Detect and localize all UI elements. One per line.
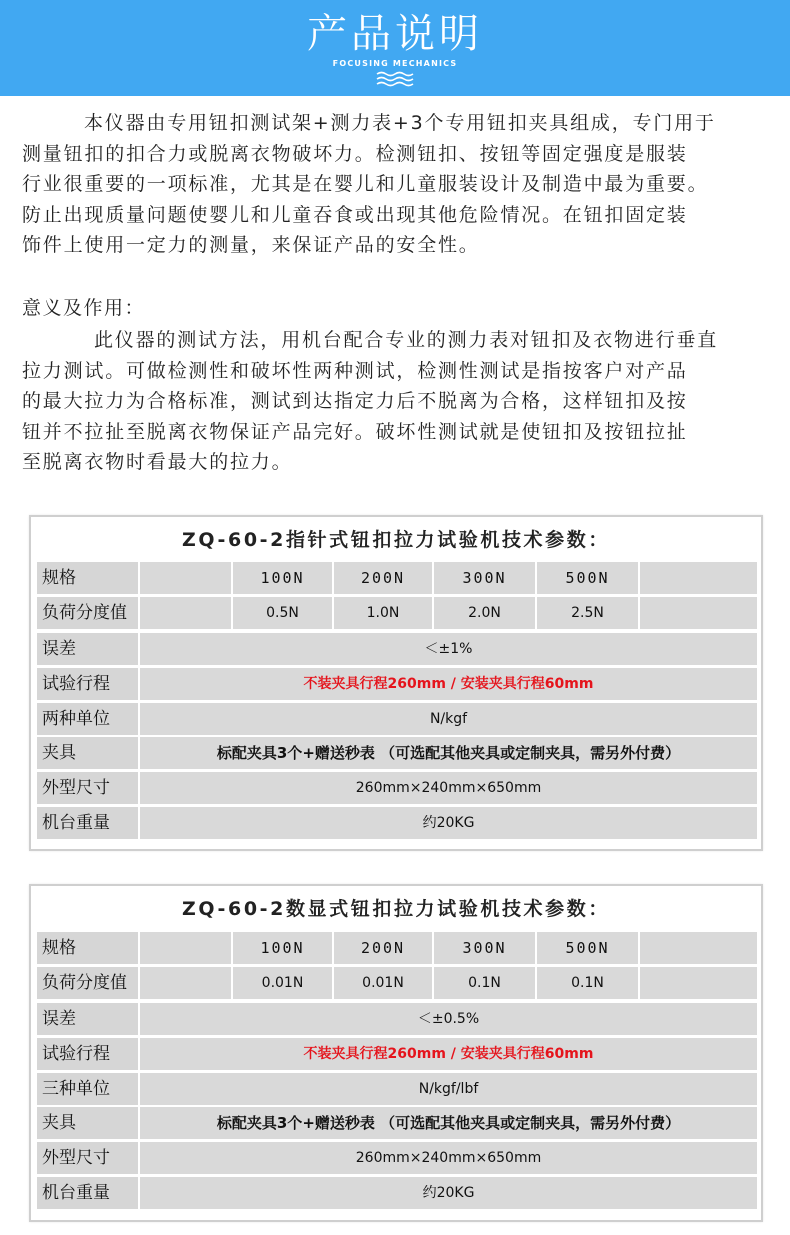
meaning-line: 钮并不拉扯至脱离衣物保证产品完好。破坏性测试就是使钮扣及按钮拉扯 bbox=[22, 420, 688, 443]
spec-row-model bbox=[37, 932, 757, 964]
page-title: 产品说明 bbox=[307, 11, 483, 57]
meaning-paragraph bbox=[22, 325, 782, 478]
weight-value: 约20KG bbox=[140, 1177, 757, 1209]
spec-table-title: ZQ-60-2指针式钮扣拉力试验机技术参数： bbox=[182, 529, 610, 551]
intro-line: 测量钮扣的扣合力或脱离衣物破坏力。检测钮扣、按钮等固定强度是服装 bbox=[22, 142, 688, 165]
spec-value: 100N bbox=[233, 562, 332, 594]
meaning-heading: 意义及作用： bbox=[22, 297, 146, 319]
resolution-value: 2.0N bbox=[434, 597, 535, 629]
spec-row-weight bbox=[37, 1177, 757, 1209]
spec-row-stroke bbox=[37, 668, 757, 700]
row-label: 外型尺寸 bbox=[37, 1142, 138, 1174]
spec-row-error bbox=[37, 633, 757, 665]
row-label: 夹具 bbox=[37, 1107, 138, 1139]
resolution-value: 0.01N bbox=[233, 967, 332, 999]
spec-value: 200N bbox=[334, 562, 432, 594]
spec-row-units bbox=[37, 1073, 757, 1105]
spec-value: 500N bbox=[537, 562, 638, 594]
fixture-value: 标配夹具3个+赠送秒表 （可选配其他夹具或定制夹具，需另外付费） bbox=[140, 1107, 757, 1139]
meaning-line: 的最大拉力为合格标准，测试到达指定力后不脱离为合格，这样钮扣及按 bbox=[22, 390, 688, 412]
empty-cell bbox=[640, 597, 757, 629]
empty-cell bbox=[640, 967, 757, 999]
row-label: 负荷分度值 bbox=[37, 967, 138, 999]
resolution-value: 0.1N bbox=[537, 967, 638, 999]
empty-cell bbox=[140, 562, 231, 594]
spec-row-weight bbox=[37, 807, 757, 839]
empty-cell bbox=[640, 932, 757, 964]
meaning-line: 此仪器的测试方法，用机台配合专业的测力表对钮扣及衣物进行垂直 bbox=[94, 329, 719, 351]
row-label: 误差 bbox=[37, 1003, 138, 1035]
wave-icon bbox=[376, 71, 414, 87]
intro-line: 防止出现质量问题使婴儿和儿童吞食或出现其他危险情况。在钮扣固定装 bbox=[22, 203, 688, 226]
error-value: ＜±1% bbox=[140, 633, 757, 665]
spec-row-resolution bbox=[37, 967, 757, 999]
fixture-value: 标配夹具3个+赠送秒表 （可选配其他夹具或定制夹具，需另外付费） bbox=[140, 737, 757, 769]
spec-value: 200N bbox=[334, 932, 432, 964]
units-value: N/kgf/lbf bbox=[140, 1073, 757, 1105]
spec-value: 100N bbox=[233, 932, 332, 964]
page-subtitle: FOCUSING MECHANICS bbox=[332, 59, 458, 68]
size-value: 260mm×240mm×650mm bbox=[140, 1142, 757, 1174]
spec-row-resolution bbox=[37, 597, 757, 629]
resolution-value: 1.0N bbox=[334, 597, 432, 629]
spec-row-model bbox=[37, 562, 757, 594]
empty-cell bbox=[140, 597, 231, 629]
row-label: 机台重量 bbox=[37, 807, 138, 839]
empty-cell bbox=[140, 967, 231, 999]
row-label: 规格 bbox=[37, 932, 138, 964]
spec-value: 300N bbox=[434, 932, 535, 964]
empty-cell bbox=[140, 932, 231, 964]
empty-cell bbox=[640, 562, 757, 594]
spec-row-fixture bbox=[37, 1107, 757, 1139]
size-value: 260mm×240mm×650mm bbox=[140, 772, 757, 804]
spec-row-error bbox=[37, 1003, 757, 1035]
row-label: 两种单位 bbox=[37, 703, 138, 735]
weight-value: 约20KG bbox=[140, 807, 757, 839]
spec-row-fixture bbox=[37, 737, 757, 769]
spec-row-stroke bbox=[37, 1038, 757, 1070]
row-label: 试验行程 bbox=[37, 668, 138, 700]
stroke-value: 不装夹具行程260mm / 安装夹具行程60mm bbox=[140, 668, 757, 700]
resolution-value: 0.1N bbox=[434, 967, 535, 999]
intro-paragraph bbox=[22, 108, 782, 261]
intro-line: 饰件上使用一定力的测量，来保证产品的安全性。 bbox=[22, 234, 480, 256]
spec-table-digital bbox=[29, 884, 763, 1222]
resolution-value: 0.5N bbox=[233, 597, 332, 629]
meaning-line: 拉力测试。可做检测性和破坏性两种测试，检测性测试是指按客户对产品 bbox=[22, 359, 688, 382]
spec-table-title: ZQ-60-2数显式钮扣拉力试验机技术参数： bbox=[182, 898, 610, 920]
resolution-value: 2.5N bbox=[537, 597, 638, 629]
stroke-value: 不装夹具行程260mm / 安装夹具行程60mm bbox=[140, 1038, 757, 1070]
row-label: 机台重量 bbox=[37, 1177, 138, 1209]
spec-row-units bbox=[37, 703, 757, 735]
spec-table-pointer bbox=[29, 515, 763, 851]
row-label: 三种单位 bbox=[37, 1073, 138, 1105]
spec-value: 300N bbox=[434, 562, 535, 594]
intro-line: 行业很重要的一项标准，尤其是在婴儿和儿童服装设计及制造中最为重要。 bbox=[22, 173, 709, 195]
error-value: ＜±0.5% bbox=[140, 1003, 757, 1035]
row-label: 试验行程 bbox=[37, 1038, 138, 1070]
header-banner bbox=[0, 0, 790, 96]
row-label: 规格 bbox=[37, 562, 138, 594]
spec-row-size bbox=[37, 772, 757, 804]
row-label: 外型尺寸 bbox=[37, 772, 138, 804]
intro-line: 本仪器由专用钮扣测试架+测力表+3个专用钮扣夹具组成，专门用于 bbox=[84, 112, 716, 134]
spec-row-size bbox=[37, 1142, 757, 1174]
resolution-value: 0.01N bbox=[334, 967, 432, 999]
units-value: N/kgf bbox=[140, 703, 757, 735]
row-label: 误差 bbox=[37, 633, 138, 665]
row-label: 负荷分度值 bbox=[37, 597, 138, 629]
spec-value: 500N bbox=[537, 932, 638, 964]
row-label: 夹具 bbox=[37, 737, 138, 769]
meaning-line: 至脱离衣物时看最大的拉力。 bbox=[22, 451, 293, 473]
